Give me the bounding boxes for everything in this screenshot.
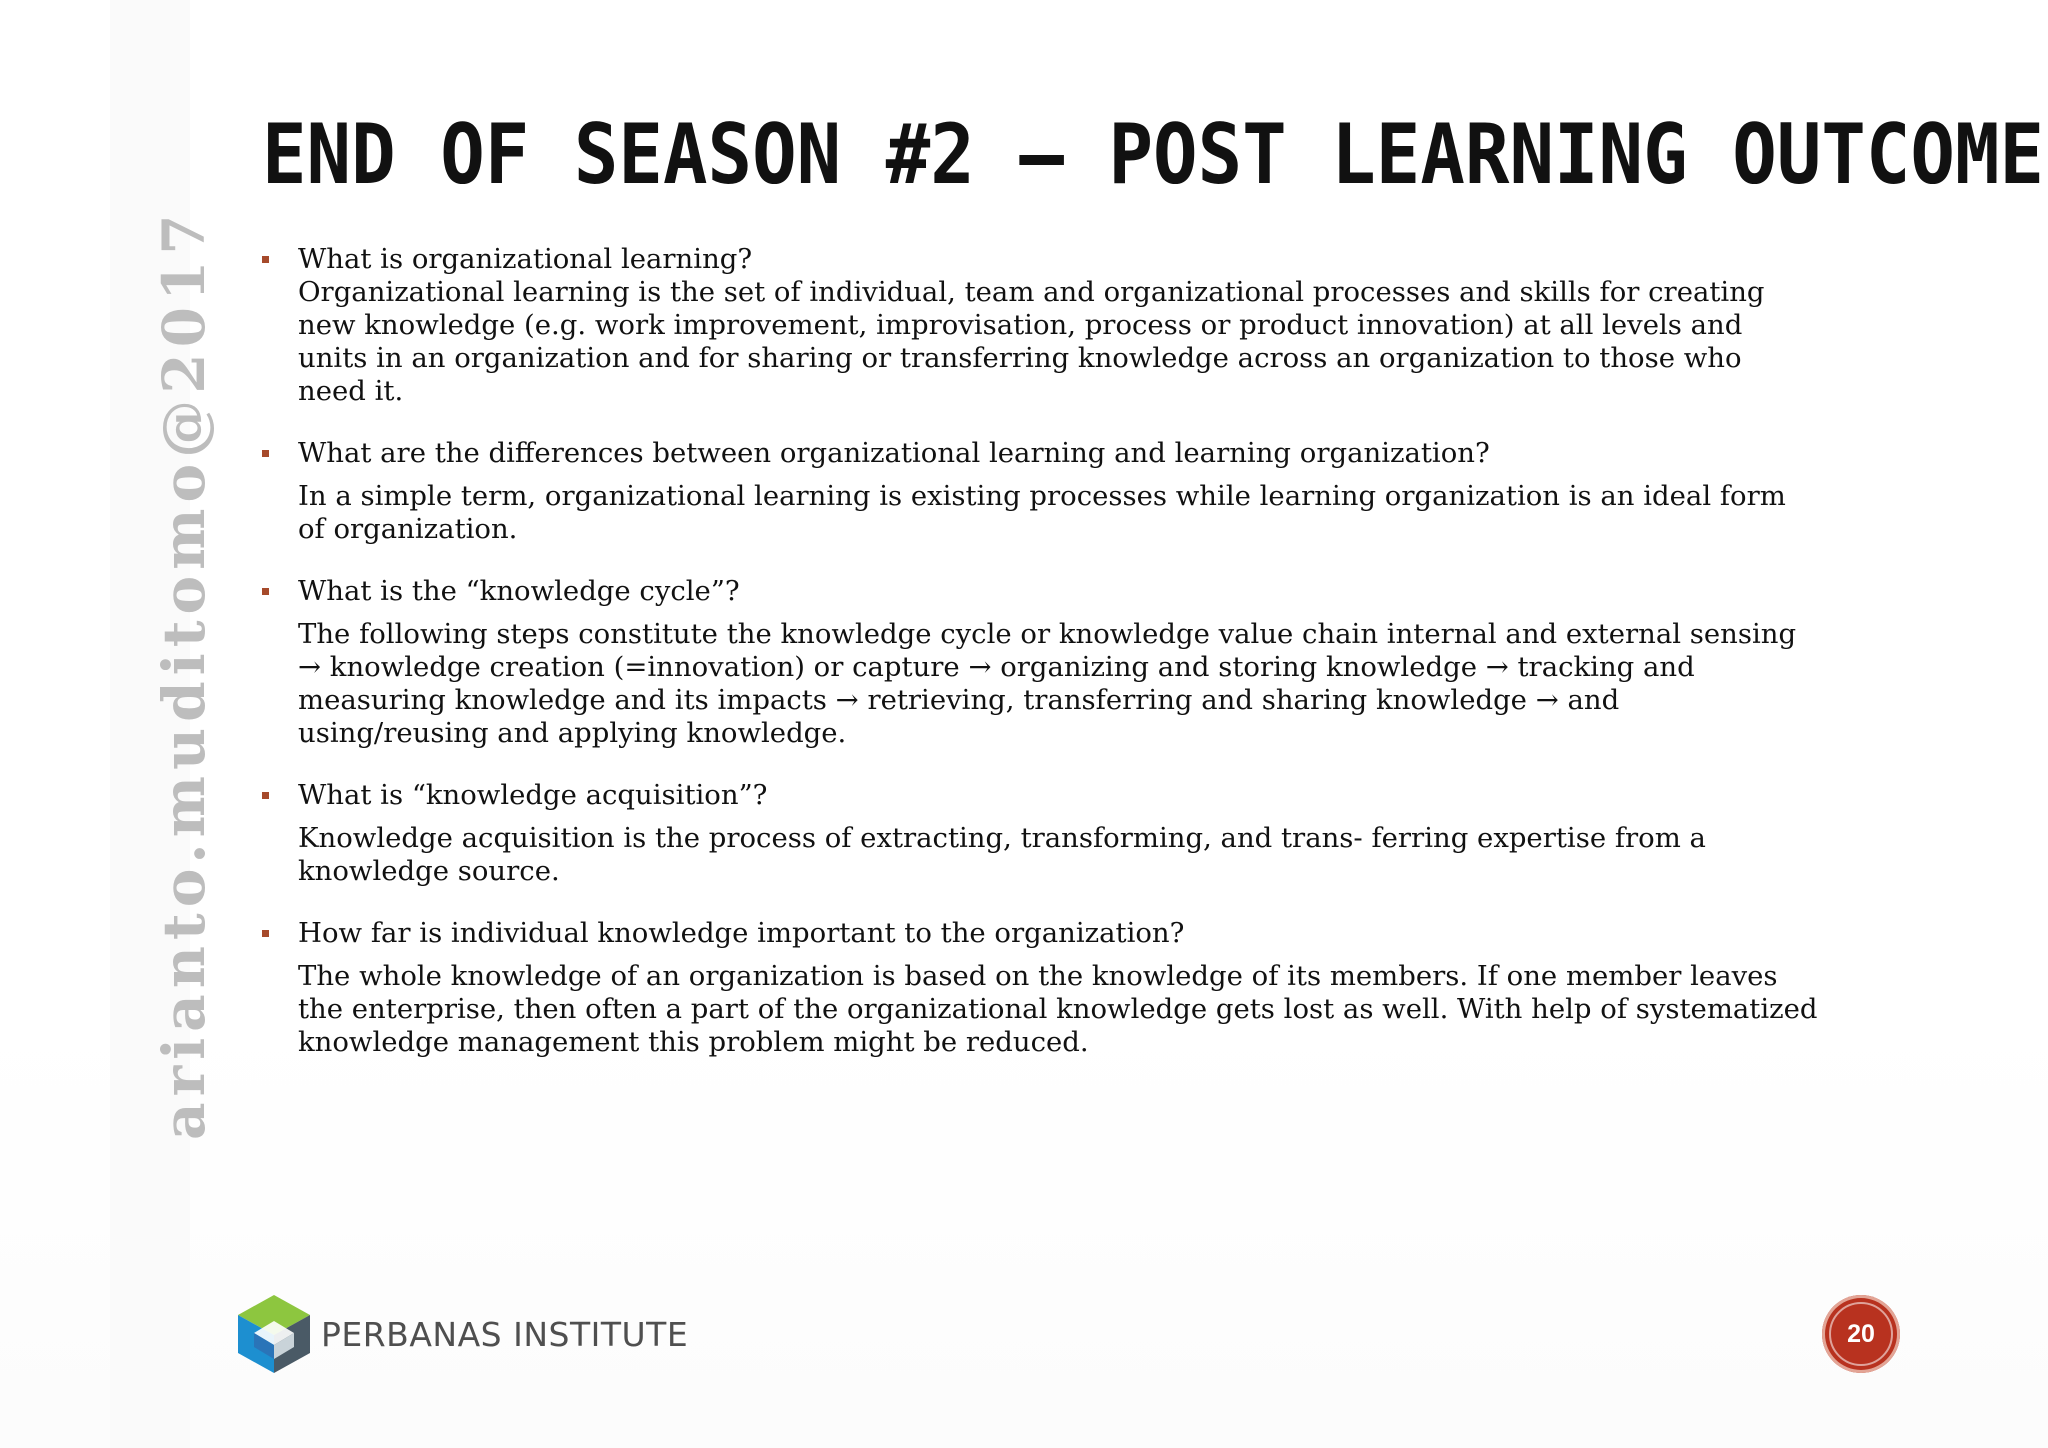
bullet-icon [262, 588, 269, 595]
logo-text: PERBANAS INSTITUTE [321, 1314, 689, 1354]
qa-item [258, 779, 1818, 888]
qa-list [258, 243, 1818, 1088]
perbanas-logo [236, 1293, 688, 1375]
watermark: arianto.muditomo@2017 [150, 208, 218, 1140]
qa-item [258, 437, 1818, 546]
qa-item [258, 243, 1818, 408]
answer: Organizational learning is the set of individual, team and organizational processes and skills for creating new knowledge (e.g. work improvement, improvisation, process or product innovation) at all levels and units in an organization and for sharing or transferring knowledge across an organization to those who need it. [298, 276, 1765, 407]
question: How far is individual knowledge important to the organization? [298, 917, 1185, 949]
perbanas-logo-icon [236, 1293, 312, 1375]
question: What is the “knowledge cycle”? [298, 575, 740, 607]
bullet-icon [262, 792, 269, 799]
question: What is “knowledge acquisition”? [298, 779, 768, 811]
answer: The whole knowledge of an organization is based on the knowledge of its members. If one member leaves the enterprise, then often a part of the organizational knowledge gets lost as well. With help of systematized knowledge management this problem might be reduced. [298, 960, 1818, 1058]
bullet-icon [262, 930, 269, 937]
qa-item [258, 917, 1818, 1059]
bullet-icon [262, 256, 269, 263]
bullet-icon [262, 450, 269, 457]
answer: In a simple term, organizational learning is existing processes while learning organization is an ideal form of organization. [298, 480, 1786, 545]
page-number-badge [1822, 1295, 1900, 1373]
question: What are the differences between organizational learning and learning organization? [298, 437, 1490, 469]
answer: The following steps constitute the knowledge cycle or knowledge value chain internal and external sensing → knowledge creation (=innovation) or capture → organizing and storing knowledge → tracking and measuring knowledge and its impacts → retrieving, transferring and sharing knowledge → and using/reusing and applying knowledge. [298, 618, 1797, 749]
question: What is organizational learning? [298, 243, 753, 275]
qa-item [258, 575, 1818, 750]
slide-title: END OF SEASON #2 – POST LEARNING OUTCOME [262, 106, 2045, 204]
page-number: 20 [1847, 1319, 1875, 1348]
answer: Knowledge acquisition is the process of extracting, transforming, and trans- ferring expertise from a knowledge source. [298, 822, 1706, 887]
